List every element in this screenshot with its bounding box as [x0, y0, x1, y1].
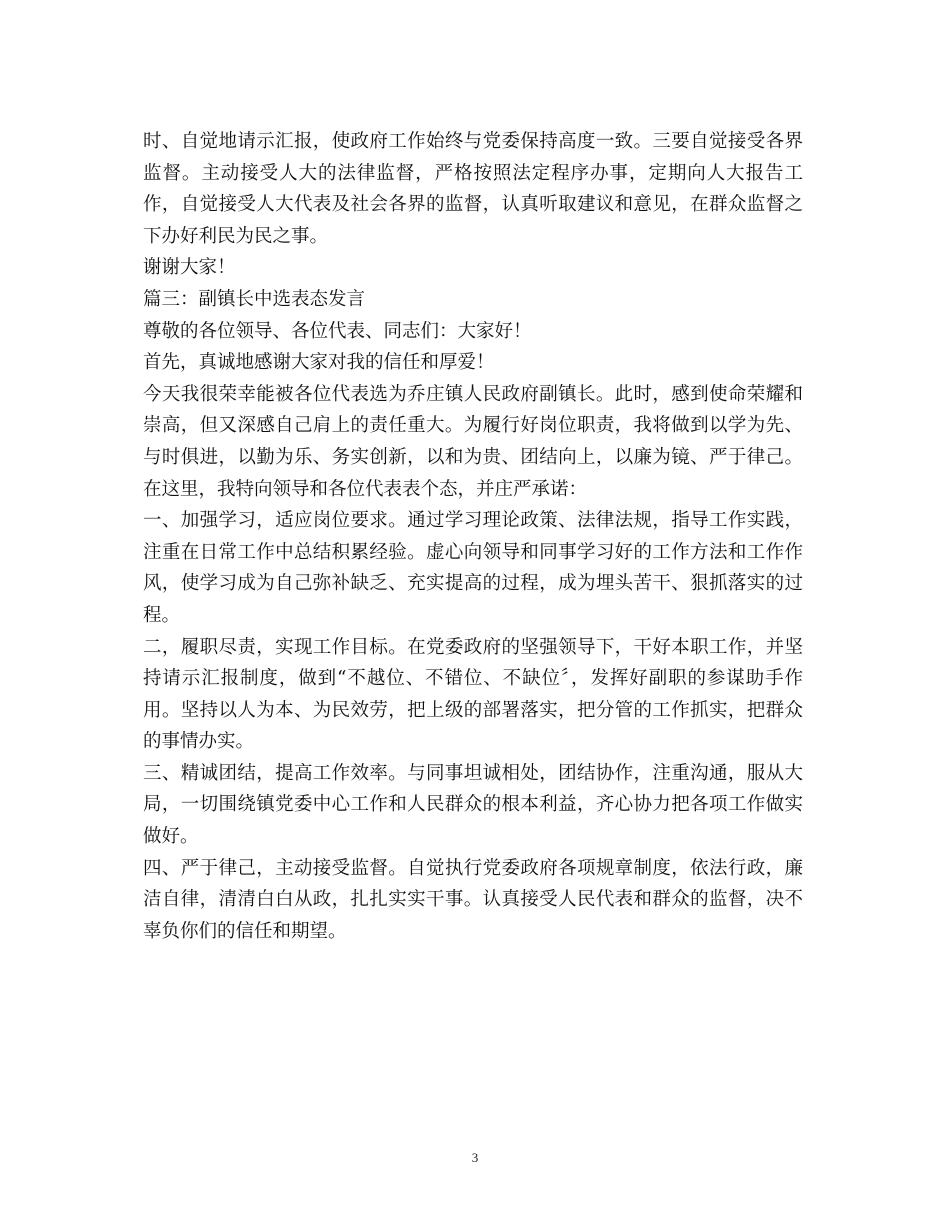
paragraph-thanks: 谢谢大家！	[143, 257, 236, 279]
paragraph-gratitude: 首先，真诚地感谢大家对我的信任和厚爱！	[143, 352, 495, 374]
paragraph-commitment-1: 一、加强学习，适应岗位要求。通过学习理论政策、法律法规，指导工作实践，注重在日常工作中总结积累经验。虚心向领导和同事学习好的工作方法和工作作风，使学习成为自己弥补缺乏、充实提高的过程，成为埋头苦干、狠抓落实的过程。	[143, 510, 803, 626]
paragraph-supervision: 时、自觉地请示汇报，使政府工作始终与党委保持高度一致。三要自觉接受各界监督。主动接受人大的法律监督，严格按照法定程序办事，定期向人大报告工作，自觉接受人大代表及社会各界的监督，认真听取建议和意见，在群众监督之下办好利民为民之事。	[143, 131, 803, 247]
document-body	[143, 126, 803, 947]
paragraph-commitment-3: 三、精诚团结，提高工作效率。与同事坦诚相处，团结协作，注重沟通，服从大局，一切围绕镇党委中心工作和人民群众的根本利益，齐心协力把各项工作做实做好。	[143, 762, 803, 848]
paragraph-commitment-4: 四、严于律己，主动接受监督。自觉执行党委政府各项规章制度，依法行政，廉洁自律，清清白白从政，扎扎实实干事。认真接受人民代表和群众的监督，决不辜负你们的信任和期望。	[143, 857, 803, 942]
paragraph-commitment-2: 二，履职尽责，实现工作目标。在党委政府的坚强领导下，干好本职工作，并坚持请示汇报制度，做到“不越位、不错位、不缺位〞，发挥好副职的参谋助手作用。坚持以人为本、为民效劳，把上级的部署落实，把分管的工作抓实，把群众的事情办实。	[143, 636, 803, 753]
paragraph-introduction: 今天我很荣幸能被各位代表选为乔庄镇人民政府副镇长。此时，感到使命荣耀和崇高，但又深感自己肩上的责任重大。为履行好岗位职责，我将做到以学为先、与时俱进，以勤为乐、务实创新，以和为贵、团结向上，以廉为镜、严于律己。在这里，我特向领导和各位代表表个态，并庄严承诺：	[143, 383, 803, 500]
page-number: 3	[471, 1150, 479, 1165]
section-heading: 篇三：副镇长中选表态发言	[143, 288, 366, 310]
paragraph-greeting: 尊敬的各位领导、各位代表、同志们：大家好！	[143, 320, 532, 342]
